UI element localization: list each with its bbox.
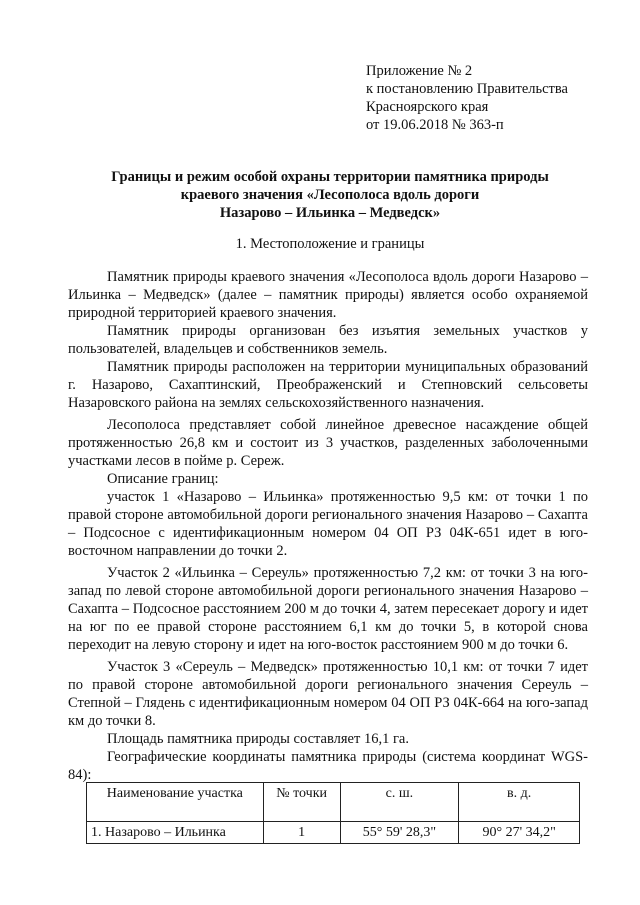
paragraph: Памятник природы расположен на территории муниципальных образований г. Назарово, Сахаптинский, Преображенский и Степновский сельсоветы Назаровского района на землях сельскохозяйственного назначения. xyxy=(68,359,588,411)
appendix-line: от 19.06.2018 № 363-п xyxy=(366,117,504,133)
title-line: Назарово – Ильинка – Медведск» xyxy=(219,205,441,221)
document-title xyxy=(60,168,600,222)
table-cell: 55° 59' 28,3" xyxy=(340,822,459,844)
paragraph: Лесополоса представляет собой линейное древесное насаждение общей протяженностью 26,8 км и состоит из 3 участков, разделенных заболоченными участками лесов в пойме р. Сереж. xyxy=(68,417,588,469)
appendix-line: Приложение № 2 xyxy=(366,63,473,79)
header-cell: с. ш. xyxy=(340,783,459,822)
header-cell: в. д. xyxy=(459,783,580,822)
paragraph: Памятник природы краевого значения «Лесополоса вдоль дороги Назарово – Ильинка – Медведск» (далее – памятник природы) является особо охраняемой природной территорией краевого значения. xyxy=(68,269,588,321)
document-body xyxy=(68,268,588,784)
paragraph: Памятник природы организован без изъятия земельных участков у пользователей, владельцев и собственников земель. xyxy=(68,323,588,357)
table-cell: 1. Назарово – Ильинка xyxy=(87,822,264,844)
appendix-line: Красноярского края xyxy=(366,99,489,115)
section-heading: 1. Местоположение и границы xyxy=(235,236,425,252)
header-cell: Наименование участка xyxy=(87,783,264,822)
table-cell: 90° 27' 34,2" xyxy=(459,822,580,844)
table-cell: 1 xyxy=(263,822,340,844)
coordinates-table xyxy=(86,782,580,844)
paragraph: Площадь памятника природы составляет 16,1 га. xyxy=(107,731,409,747)
title-line: краевого значения «Лесополоса вдоль дороги xyxy=(180,187,480,203)
paragraph: Описание границ: xyxy=(107,471,219,487)
header-cell: № точки xyxy=(263,783,340,822)
appendix-header xyxy=(366,62,568,134)
table-header-row xyxy=(87,783,580,822)
paragraph: Участок 3 «Сереуль – Медведск» протяженностью 10,1 км: от точки 7 идет по правой стороне автомобильной дороги регионального значения Сереуль – Степной – Глядень с идентификационным номером 04 ОП РЗ 04К-664 на юго-запад км до точки 8. xyxy=(68,659,588,729)
appendix-line: к постановлению Правительства xyxy=(366,81,568,97)
paragraph: участок 1 «Назарово – Ильинка» протяженностью 9,5 км: от точки 1 по правой стороне автомобильной дороги регионального значения Назарово – Сахапта – Подсосное с идентификационным номером 04 ОП РЗ 04К-651 идет в юго-восточном направлении до точки 2. xyxy=(68,489,588,559)
title-line: Границы и режим особой охраны территории памятника природы xyxy=(111,169,549,185)
paragraph: Участок 2 «Ильинка – Сереуль» протяженностью 7,2 км: от точки 3 на юго-запад по левой стороне автомобильной дороги регионального значения Назарово – Сахапта – Подсосное расстоянием 200 м до точки 4, затем пересекает дорогу и идет на юг по ее правой стороне расстоянием 6,1 км до точки 5, в которой снова переходит на левую сторону и идет на юго-восток расстоянием 900 м до точки 6. xyxy=(68,565,588,653)
paragraph: Географические координаты памятника природы (система координат WGS-84): xyxy=(68,749,588,783)
table-row xyxy=(87,822,580,844)
